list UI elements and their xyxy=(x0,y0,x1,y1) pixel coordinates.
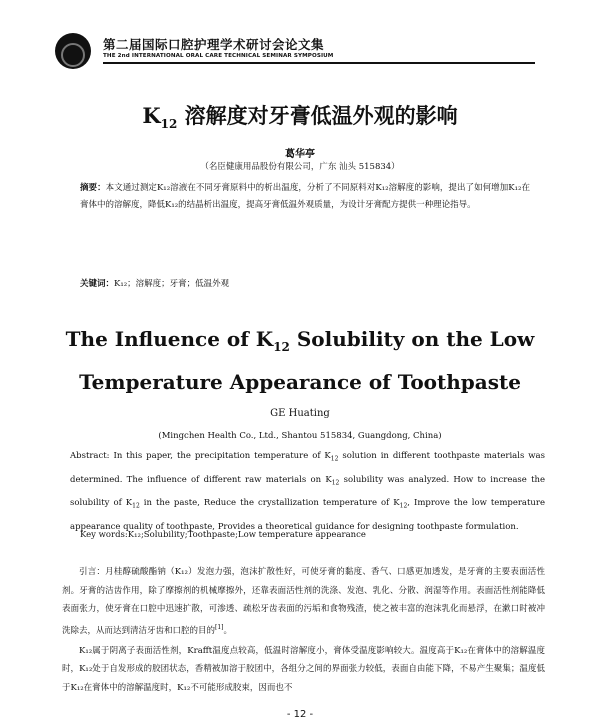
body-paragraph-end: 。 xyxy=(223,625,233,636)
title-cn xyxy=(0,100,600,131)
running-header xyxy=(55,29,545,73)
author-cn: 葛华亭 xyxy=(285,149,315,160)
abstract-cn-label: 摘要： xyxy=(80,183,106,193)
citation-ref: [1] xyxy=(215,623,224,631)
abstract-en-part: solubility was analyzed. How to increase the solubility of K xyxy=(70,474,546,509)
abstract-en-sub: 12 xyxy=(330,455,339,463)
title-cn-text: 溶解度对牙膏低温外观的影响 xyxy=(177,103,458,128)
title-en-post: Solubility on the Low Temperature Appearance of Toothpaste xyxy=(79,327,535,394)
abstract-cn-text: 本文通过测定K₁₂溶液在不同牙膏原料中的析出温度，分析了不同原料对K₁₂溶解度的影响，提出了如何增加K₁₂在膏体中的溶解度，降低K₁₂的结晶析出温度，提高牙膏低温外观质量，为设计牙膏配方提供一种理论指导。 xyxy=(80,183,530,210)
page-number: - 12 - xyxy=(286,709,314,720)
title-cn-sub: 12 xyxy=(160,117,178,132)
keywords-cn-label: 关键词： xyxy=(80,279,115,289)
keywords-cn xyxy=(80,277,229,289)
abstract-en-label: Abstract: xyxy=(70,451,110,461)
abstract-en-sub: 12 xyxy=(331,479,340,487)
body-paragraph: K₁₂属于阴离子表面活性剂，Krafft温度点较高，低温时溶解度小，膏体受温度影响较大。温度高于K₁₂在膏体中的溶解温度时，K₁₂处于自发形成的胶团状态，香精被加溶于胶团中，各组分之间的界面张力较低，表面自由能下降，不易产生聚集；温度低于K₁₂在膏体中的溶解温度时，K₁₂不可能形成胶束，因而也不 xyxy=(62,645,545,693)
title-cn-k: K xyxy=(142,103,161,128)
header-title-cn: 第二届国际口腔护理学术研讨会论文集 xyxy=(103,37,325,52)
title-en-pre: The Influence of K xyxy=(65,327,274,351)
keywords-en: Key words:K₁₂;Solubility;Toothpaste;Low temperature appearance xyxy=(80,530,366,540)
body-paragraph-text: 引言：月桂醇硫酸酯钠（K₁₂）发泡力强，泡沫扩散性好，可使牙膏的黏度、香气、口感更加透发，是牙膏的主要表面活性剂。牙膏的洁齿作用，除了摩擦剂的机械摩擦外，还靠表面活性剂的洗涤、发泡、乳化、分散、润湿等作用。表面活性剂能降低表面张力，使牙膏在口腔中迅速扩散，可渗透、疏松牙齿表面的污垢和食物残渣，使之被丰富的泡沫乳化而悬浮，在漱口时被冲洗除去，从而达到清洁牙齿和口腔的目的 xyxy=(62,567,545,636)
abstract-cn xyxy=(80,180,530,214)
abstract-en xyxy=(70,446,545,538)
abstract-en-part: , Improve the low temperature appearance quality of toothpaste, Provides a theoretical guidance for designing toothpaste formulation. xyxy=(70,498,545,533)
abstract-en-part: in the paste, Reduce the crystallization temperature of K xyxy=(139,498,400,509)
symposium-logo xyxy=(55,33,91,69)
title-en-sub: 12 xyxy=(273,340,290,354)
affiliation-en: (Mingchen Health Co., Ltd., Shantou 515834, Guangdong, China) xyxy=(158,431,442,441)
abstract-en-part: In this paper, the precipitation temperature of K xyxy=(109,451,331,461)
header-title-en: THE 2nd INTERNATIONAL ORAL CARE TECHNICAL SEMINAR SYMPOSIUM xyxy=(103,53,334,59)
logo-ring xyxy=(61,43,85,67)
body-paragraph xyxy=(62,563,545,640)
abstract-en-sub: 12 xyxy=(399,503,408,511)
abstract-en-sub: 12 xyxy=(132,503,140,511)
abstract-en-part: solution in different toothpaste materials was determined. The influence of different raw materials on K xyxy=(70,451,545,485)
header-rule xyxy=(103,62,535,64)
affiliation-cn: （名臣健康用品股份有限公司，广东 汕头 515834） xyxy=(200,162,400,172)
body-text xyxy=(62,563,545,699)
title-en xyxy=(60,322,540,400)
keywords-cn-text: K₁₂；溶解度；牙膏；低温外观 xyxy=(114,279,230,289)
author-en: GE Huating xyxy=(270,408,330,419)
